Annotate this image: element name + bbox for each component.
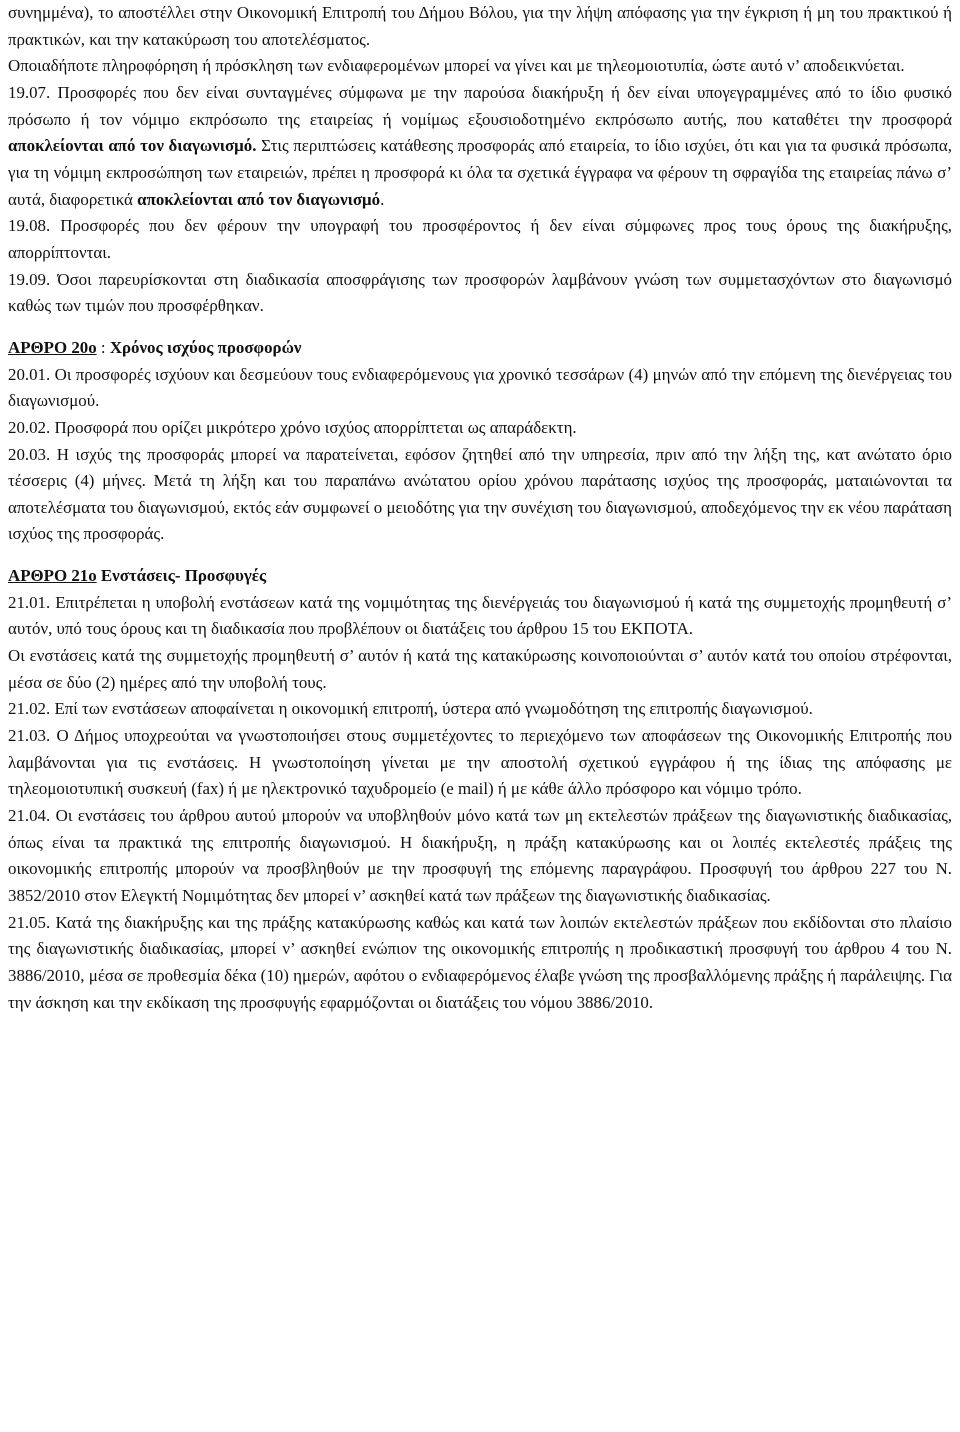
- emphasis-excluded: αποκλείονται από τον διαγωνισμό.: [8, 136, 257, 156]
- article-21-heading: [8, 563, 952, 590]
- article-20-heading: ΑΡΘΡΟ 20ο : Χρόνος ισχύος προσφορών: [8, 337, 302, 357]
- paragraph-20-03: 20.03. Η ισχύς της προσφοράς μπορεί να παρατείνεται, εφόσον ζητηθεί από την υπηρεσία, πριν από την λήξη της, κατ ανώτατο όριο τέσσερις (4) μήνες. Μετά τη λήξη και του παραπάνω ανώτατου ορίου χρόνου παράτασης ισχύος της προσφοράς, ματαιώνονται τα αποτελέσματα του διαγωνισμού, εκτός εάν συμφωνεί ο μειοδότης για την συνέχιση του διαγωνισμού, αποδεχόμενος την εκ νέου παράταση ισχύος της προσφοράς.: [8, 444, 952, 544]
- paragraph-21-02: 21.02. Επί των ενστάσεων αποφαίνεται η οικονομική επιτροπή, ύστερα από γνωμοδότηση της επιτροπής διαγωνισμού.: [8, 699, 813, 719]
- paragraph-19-08: 19.08. Προσφορές που δεν φέρουν την υπογραφή του προσφέροντος ή δεν είναι σύμφωνες προς τους όρους της διακήρυξης, απορρίπτονται.: [8, 216, 952, 262]
- clause-number: 19.07.: [8, 82, 51, 102]
- paragraph-intro-1: συνημμένα), το αποστέλλει στην Οικονομική Επιτροπή του Δήμου Βόλου, για την λήψη απόφασης για την έγκριση ή μη του πρακτικού ή πρακτικών, και την κατακύρωση του αποτελέσματος.: [8, 3, 952, 49]
- paragraph-21-05: 21.05. Κατά της διακήρυξης και της πράξης κατακύρωσης καθώς και κατά των λοιπών εκτελεστών πράξεων που εκδίδονται στο πλαίσιο της διαγωνιστικής διαδικασίας, μπορεί ν’ ασκηθεί ενώπιον της οικονομικής επιτροπής η προδικαστική προσφυγή του άρθρου 4 του Ν. 3886/2010, μέσα σε προθεσμία δέκα (10) ημερών, αφότου ο ενδιαφερόμενος έλαβε γνώση της προσβαλλόμενης πράξης ή παράλειψης. Για την άσκηση και την εκδίκαση της προσφυγής εφαρμόζονται οι διατάξεις του νόμου 3886/2010.: [8, 912, 952, 1012]
- spacer: [8, 548, 952, 563]
- article-20-title: Χρόνος ισχύος προσφορών: [109, 337, 302, 357]
- spacer: [8, 320, 952, 335]
- paragraph-21-01b: Οι ενστάσεις κατά της συμμετοχής προμηθευτή σ’ αυτόν ή κατά της κατακύρωσης κοινοποιούνται σ’ αυτόν κατά του οποίου στρέφονται, μέσα σε δύο (2) ημέρες από την υποβολή τους.: [8, 646, 952, 692]
- paragraph-19-07: 19.07. Προσφορές που δεν είναι συνταγμένες σύμφωνα με την παρούσα διακήρυξη ή δεν είναι υπογεγραμμένες από το ίδιο φυσικό πρόσωπο ή τον νόμιμο εκπρόσωπο της εταιρείας ή νομίμως εξουσιοδοτημένο εκπρόσωπο αυτής, που καταθέτει την προσφορά αποκλείονται από τον διαγωνισμό. Στις περιπτώσεις κατάθεσης προσφοράς από εταιρεία, το ίδιο ισχύει, ότι και για τα φυσικά πρόσωπα, για τη νόμιμη εκπροσώπηση των εταιρειών, πρέπει η προσφορά κι όλα τα σχετικά έγγραφα να φέρουν τη σφραγίδα της εταιρείας πάνω σ’ αυτά, διαφορετικά αποκλείονται από τον διαγωνισμό.: [8, 82, 952, 209]
- paragraph-21-03: 21.03. Ο Δήμος υποχρεούται να γνωστοποιήσει στους συμμετέχοντες το περιεχόμενο των αποφάσεων της Οικονομικής Επιτροπής που λαμβάνονται για τις ενστάσεις. Η γνωστοποίηση γίνεται με την αποστολή σχετικού εγγράφου ή της ίδιας της απόφασης με τηλεομοιοτυπική συσκευή (fax) ή με ηλεκτρονικό ταχυδρομείο (e mail) ή με κάθε άλλο πρόσφορο και νόμιμο τρόπο.: [8, 726, 952, 799]
- paragraph-21-04: 21.04. Οι ενστάσεις του άρθρου αυτού μπορούν να υποβληθούν μόνο κατά των μη εκτελεστών πράξεων της διαγωνιστικής διαδικασίας, όπως είναι τα πρακτικά της επιτροπής διαγωνισμού. Η διακήρυξη, η πράξη κατακύρωσης και οι λοιπές εκτελεστές πράξεις της οικονομικής επιτροπής μπορούν να προσβληθούν με την προσφυγή της επόμενης παραγράφου. Προσφυγή του άρθρου 227 του Ν. 3852/2010 στον Ελεγκτή Νομιμότητας δεν μπορεί ν’ ασκηθεί κατά των πράξεων της διαγωνιστικής διαδικασίας.: [8, 806, 952, 905]
- article-21-label: ΑΡΘΡΟ 21ο: [8, 566, 97, 586]
- paragraph-21-01: 21.01. Επιτρέπεται η υποβολή ενστάσεων κατά της νομιμότητας της διενέργειάς του διαγωνισμού ή κατά της συμμετοχής προμηθευτή σ’ αυτόν, υπό τους όρους και τη διαδικασία που προβλέπουν οι διατάξεις του άρθρου 15 του ΕΚΠΟΤΑ.: [8, 592, 952, 639]
- paragraph-20-01: 20.01. Οι προσφορές ισχύουν και δεσμεύουν τους ενδιαφερόμενους για χρονικό τεσσάρων (4) μηνών από την επόμενη της διενέργειας του διαγωνισμού.: [8, 364, 952, 411]
- article-20-label: ΑΡΘΡΟ 20ο: [8, 337, 97, 357]
- paragraph-20-02: 20.02. Προσφορά που ορίζει μικρότερο χρόνο ισχύος απορρίπτεται ως απαράδεκτη.: [8, 417, 577, 437]
- paragraph-intro-2: Οποιαδήποτε πληροφόρηση ή πρόσκληση των ενδιαφερομένων μπορεί να γίνει και με τηλεομοιοτυπία, ώστε αυτό ν’ αποδεικνύεται.: [8, 56, 905, 76]
- emphasis-excluded-2: αποκλείονται από τον διαγωνισμό: [137, 189, 381, 209]
- paragraph-19-09: 19.09. Όσοι παρευρίσκονται στη διαδικασία αποσφράγισης των προσφορών λαμβάνουν γνώση των συμμετασχόντων στο διαγωνισμό καθώς των τιμών που προσφέρθηκαν.: [8, 269, 952, 316]
- article-21-title: Ενστάσεις- Προσφυγές: [96, 566, 267, 586]
